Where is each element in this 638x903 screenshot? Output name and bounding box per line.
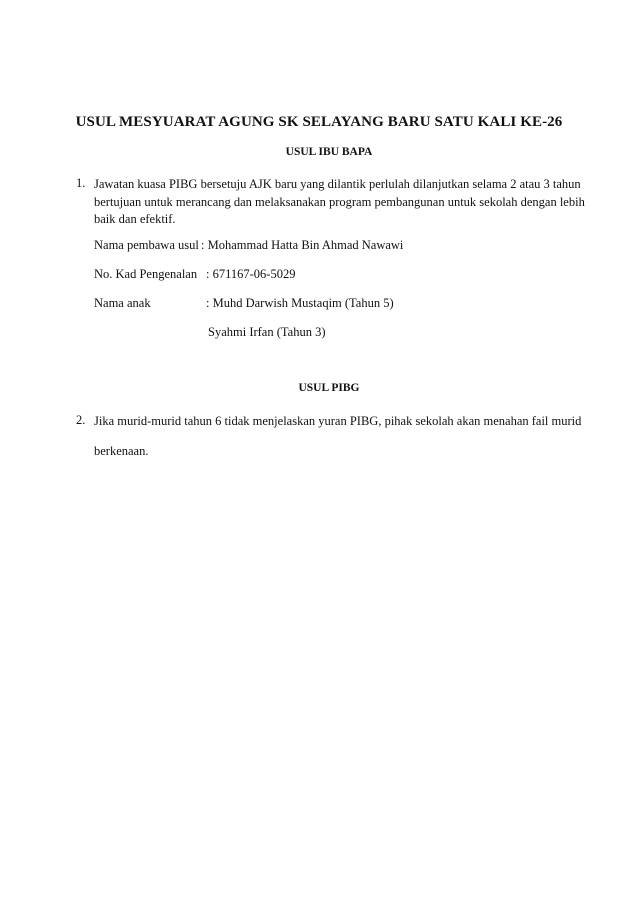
proposal-text-1: Jawatan kuasa PIBG bersetuju AJK baru yang dilantik perlulah dilanjutkan selama 2 atau 3 tahun bertujuan untuk merancang dan melaksanakan program pembangunan untuk sekolah dengan lebih baik dan efektif. bbox=[94, 177, 585, 226]
section-heading-pibg: USUL PIBG bbox=[298, 382, 360, 394]
child-value-1: : Muhd Darwish Mustaqim (Tahun 5) bbox=[206, 296, 394, 310]
ic-label: No. Kad Pengenalan bbox=[94, 267, 198, 281]
proposal-text-2-line2: berkenaan. bbox=[94, 444, 149, 458]
proposer-label: Nama pembawa usul bbox=[94, 238, 199, 252]
proposal-text-2-line1: Jika murid-murid tahun 6 tidak menjelaskan yuran PIBG, pihak sekolah akan menahan fail murid bbox=[94, 414, 582, 428]
ic-value: : 671167-06-5029 bbox=[206, 267, 296, 281]
item-number-2: 2. bbox=[76, 413, 86, 427]
item-number-1: 1. bbox=[76, 176, 86, 190]
child-value-2: Syahmi Irfan (Tahun 3) bbox=[208, 325, 326, 339]
proposer-value: : Mohammad Hatta Bin Ahmad Nawawi bbox=[201, 238, 404, 252]
section-heading-parent: USUL IBU BAPA bbox=[285, 146, 373, 158]
document-title: USUL MESYUARAT AGUNG SK SELAYANG BARU SATU KALI KE-26 bbox=[75, 114, 563, 130]
child-label: Nama anak bbox=[94, 296, 151, 310]
